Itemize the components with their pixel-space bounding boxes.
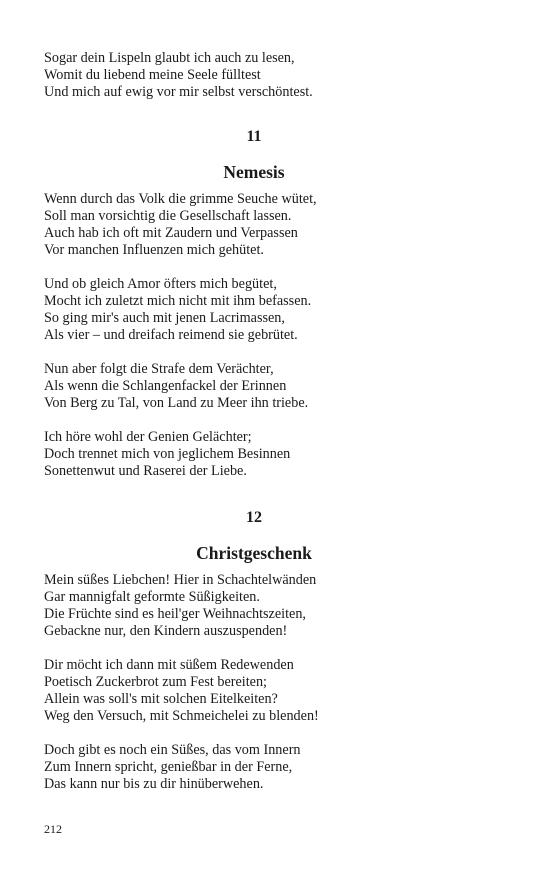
intro-stanza: [44, 50, 464, 101]
verse-line: Als vier – und dreifach reimend sie gebrütet.: [44, 327, 298, 343]
verse-line: Und ob gleich Amor öfters mich begütet,: [44, 276, 277, 292]
verse-line: Und mich auf ewig vor mir selbst verschöntest.: [44, 84, 313, 100]
verse-line: Auch hab ich oft mit Zaudern und Verpassen: [44, 225, 298, 241]
verse-line: Soll man vorsichtig die Gesellschaft lassen.: [44, 208, 292, 224]
poem-11-stanza-4: [44, 429, 464, 480]
verse-line: Sonettenwut und Raserei der Liebe.: [44, 463, 247, 479]
verse-line: Wenn durch das Volk die grimme Seuche wütet,: [44, 191, 317, 207]
poem-number-11: 11: [246, 128, 262, 145]
verse-line: Dir möcht ich dann mit süßem Redewenden: [44, 657, 294, 673]
page-content: [44, 50, 464, 793]
poem-title-christgeschenk: Christgeschenk: [196, 543, 312, 563]
page-number: 212: [44, 822, 62, 836]
poem-11-stanza-1: [44, 191, 464, 259]
poem-12-stanza-3: [44, 742, 464, 793]
verse-line: Gebackne nur, den Kindern auszuspenden!: [44, 623, 288, 639]
poem-number-12: 12: [246, 509, 262, 526]
verse-line: Mein süßes Liebchen! Hier in Schachtelwänden: [44, 572, 317, 588]
poem-11-stanza-2: [44, 276, 464, 344]
verse-line: Zum Innern spricht, genießbar in der Ferne,: [44, 759, 293, 775]
verse-line: Allein was soll's mit solchen Eitelkeiten?: [44, 691, 278, 707]
poem-title-nemesis: Nemesis: [223, 162, 285, 182]
verse-line: Ich höre wohl der Genien Gelächter;: [44, 429, 252, 445]
poem-12-stanza-1: [44, 572, 464, 640]
verse-line: Doch gibt es noch ein Süßes, das vom Innern: [44, 742, 301, 758]
verse-line: Gar mannigfalt geformte Süßigkeiten.: [44, 589, 260, 605]
poem-12-stanza-2: [44, 657, 464, 725]
verse-line: Mocht ich zuletzt mich nicht mit ihm befassen.: [44, 293, 312, 309]
verse-line: Weg den Versuch, mit Schmeichelei zu blenden!: [44, 708, 319, 724]
verse-line: Doch trennet mich von jeglichem Besinnen: [44, 446, 291, 462]
verse-line: Als wenn die Schlangenfackel der Erinnen: [44, 378, 287, 394]
verse-line: Poetisch Zuckerbrot zum Fest bereiten;: [44, 674, 267, 690]
poem-11-stanza-3: [44, 361, 464, 412]
verse-line: So ging mir's auch mit jenen Lacrimassen,: [44, 310, 285, 326]
verse-line: Womit du liebend meine Seele fülltest: [44, 67, 261, 83]
verse-line: Sogar dein Lispeln glaubt ich auch zu lesen,: [44, 50, 295, 66]
verse-line: Die Früchte sind es heil'ger Weihnachtszeiten,: [44, 606, 306, 622]
verse-line: Von Berg zu Tal, von Land zu Meer ihn triebe.: [44, 395, 309, 411]
verse-line: Vor manchen Influenzen mich gehütet.: [44, 242, 264, 258]
verse-line: Nun aber folgt die Strafe dem Verächter,: [44, 361, 274, 377]
verse-line: Das kann nur bis zu dir hinüberwehen.: [44, 776, 264, 792]
